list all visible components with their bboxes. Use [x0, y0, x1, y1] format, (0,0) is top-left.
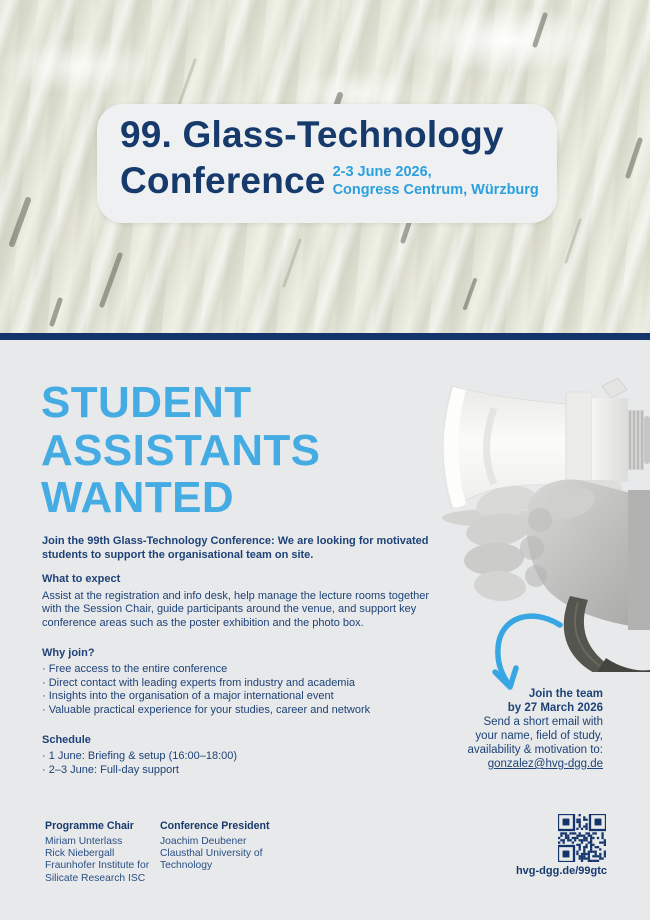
conference-date: 2-3 June 2026, [332, 164, 432, 180]
cta-body-line: Send a short email with [483, 716, 603, 728]
cta-body-line: availability & motivation to: [467, 744, 603, 756]
title-row [120, 158, 539, 204]
headline-line3: WANTED [41, 473, 235, 522]
cta-body-line: your name, field of study, [475, 730, 603, 742]
glass-texture-photo [0, 0, 650, 333]
section-body: Assist at the registration and info desk, help manage the lecture rooms together with the Session Chair, guide participants around the venue, and support key conference areas such as the poster exhibition and the photo box. [42, 589, 430, 629]
footer-conference-president [160, 820, 286, 873]
body-copy [42, 535, 448, 794]
intro-paragraph: Join the 99th Glass-Technology Conference: We are looking for motivated students to support the organisational team on site. [42, 535, 429, 561]
footer-line: Joachim Deubener [160, 835, 247, 847]
section-heading: Why join? [42, 646, 95, 659]
headline-line1: STUDENT [41, 378, 252, 427]
footer-heading: Programme Chair [45, 820, 134, 832]
bullet-list [42, 663, 448, 717]
section-heading: What to expect [42, 573, 121, 585]
navy-divider [0, 333, 650, 340]
bullet-item: · Free access to the entire conference [42, 663, 228, 675]
conference-title-line2: Conference [120, 160, 326, 201]
footer-line: Fraunhofer Institute for Silicate Research ISC [45, 860, 150, 884]
section-schedule [42, 734, 448, 778]
cta-heading-line1: Join the team [528, 688, 603, 700]
cta-heading-line2: by 27 March 2026 [507, 702, 603, 714]
bullet-item: · Direct contact with leading experts from industry and academia [42, 676, 356, 689]
footer-line: Miriam Unterlass [45, 835, 123, 847]
cta-body [403, 715, 603, 757]
bullet-item: · Insights into the organisation of a major international event [42, 690, 334, 702]
conference-venue: Congress Centrum, Würzburg [332, 182, 539, 198]
section-what-to-expect [42, 573, 448, 630]
footer-line: Clausthal University of Technology [160, 848, 263, 872]
section-heading: Schedule [42, 733, 91, 746]
footer-programme-chair [45, 820, 157, 885]
email-link[interactable]: gonzalez@hvg-dgg.de [487, 758, 603, 770]
cta-block [403, 687, 603, 771]
bullet-item: · Valuable practical experience for your studies, career and network [42, 703, 371, 716]
bullet-item: · 1 June: Briefing & setup (16:00–18:00) [42, 750, 238, 762]
qr-url-label: hvg-dgg.de/99gtc [515, 865, 607, 877]
section-why-join [42, 647, 448, 718]
bullet-item: · 2–3 June: Full-day support [42, 763, 179, 776]
headline [41, 379, 320, 522]
headline-line2: ASSISTANTS [41, 425, 321, 475]
conference-date-venue [333, 163, 539, 199]
title-card [97, 104, 557, 223]
footer-heading: Conference President [160, 820, 270, 832]
curved-arrow-down-icon [472, 605, 572, 697]
qr-code-icon [558, 814, 606, 862]
footer-lines [160, 836, 286, 873]
footer-lines [45, 836, 157, 885]
footer-line: Rick Niebergall [45, 848, 115, 860]
bullet-list [42, 750, 448, 777]
conference-title-line1: 99. Glass-Technology [120, 114, 504, 155]
